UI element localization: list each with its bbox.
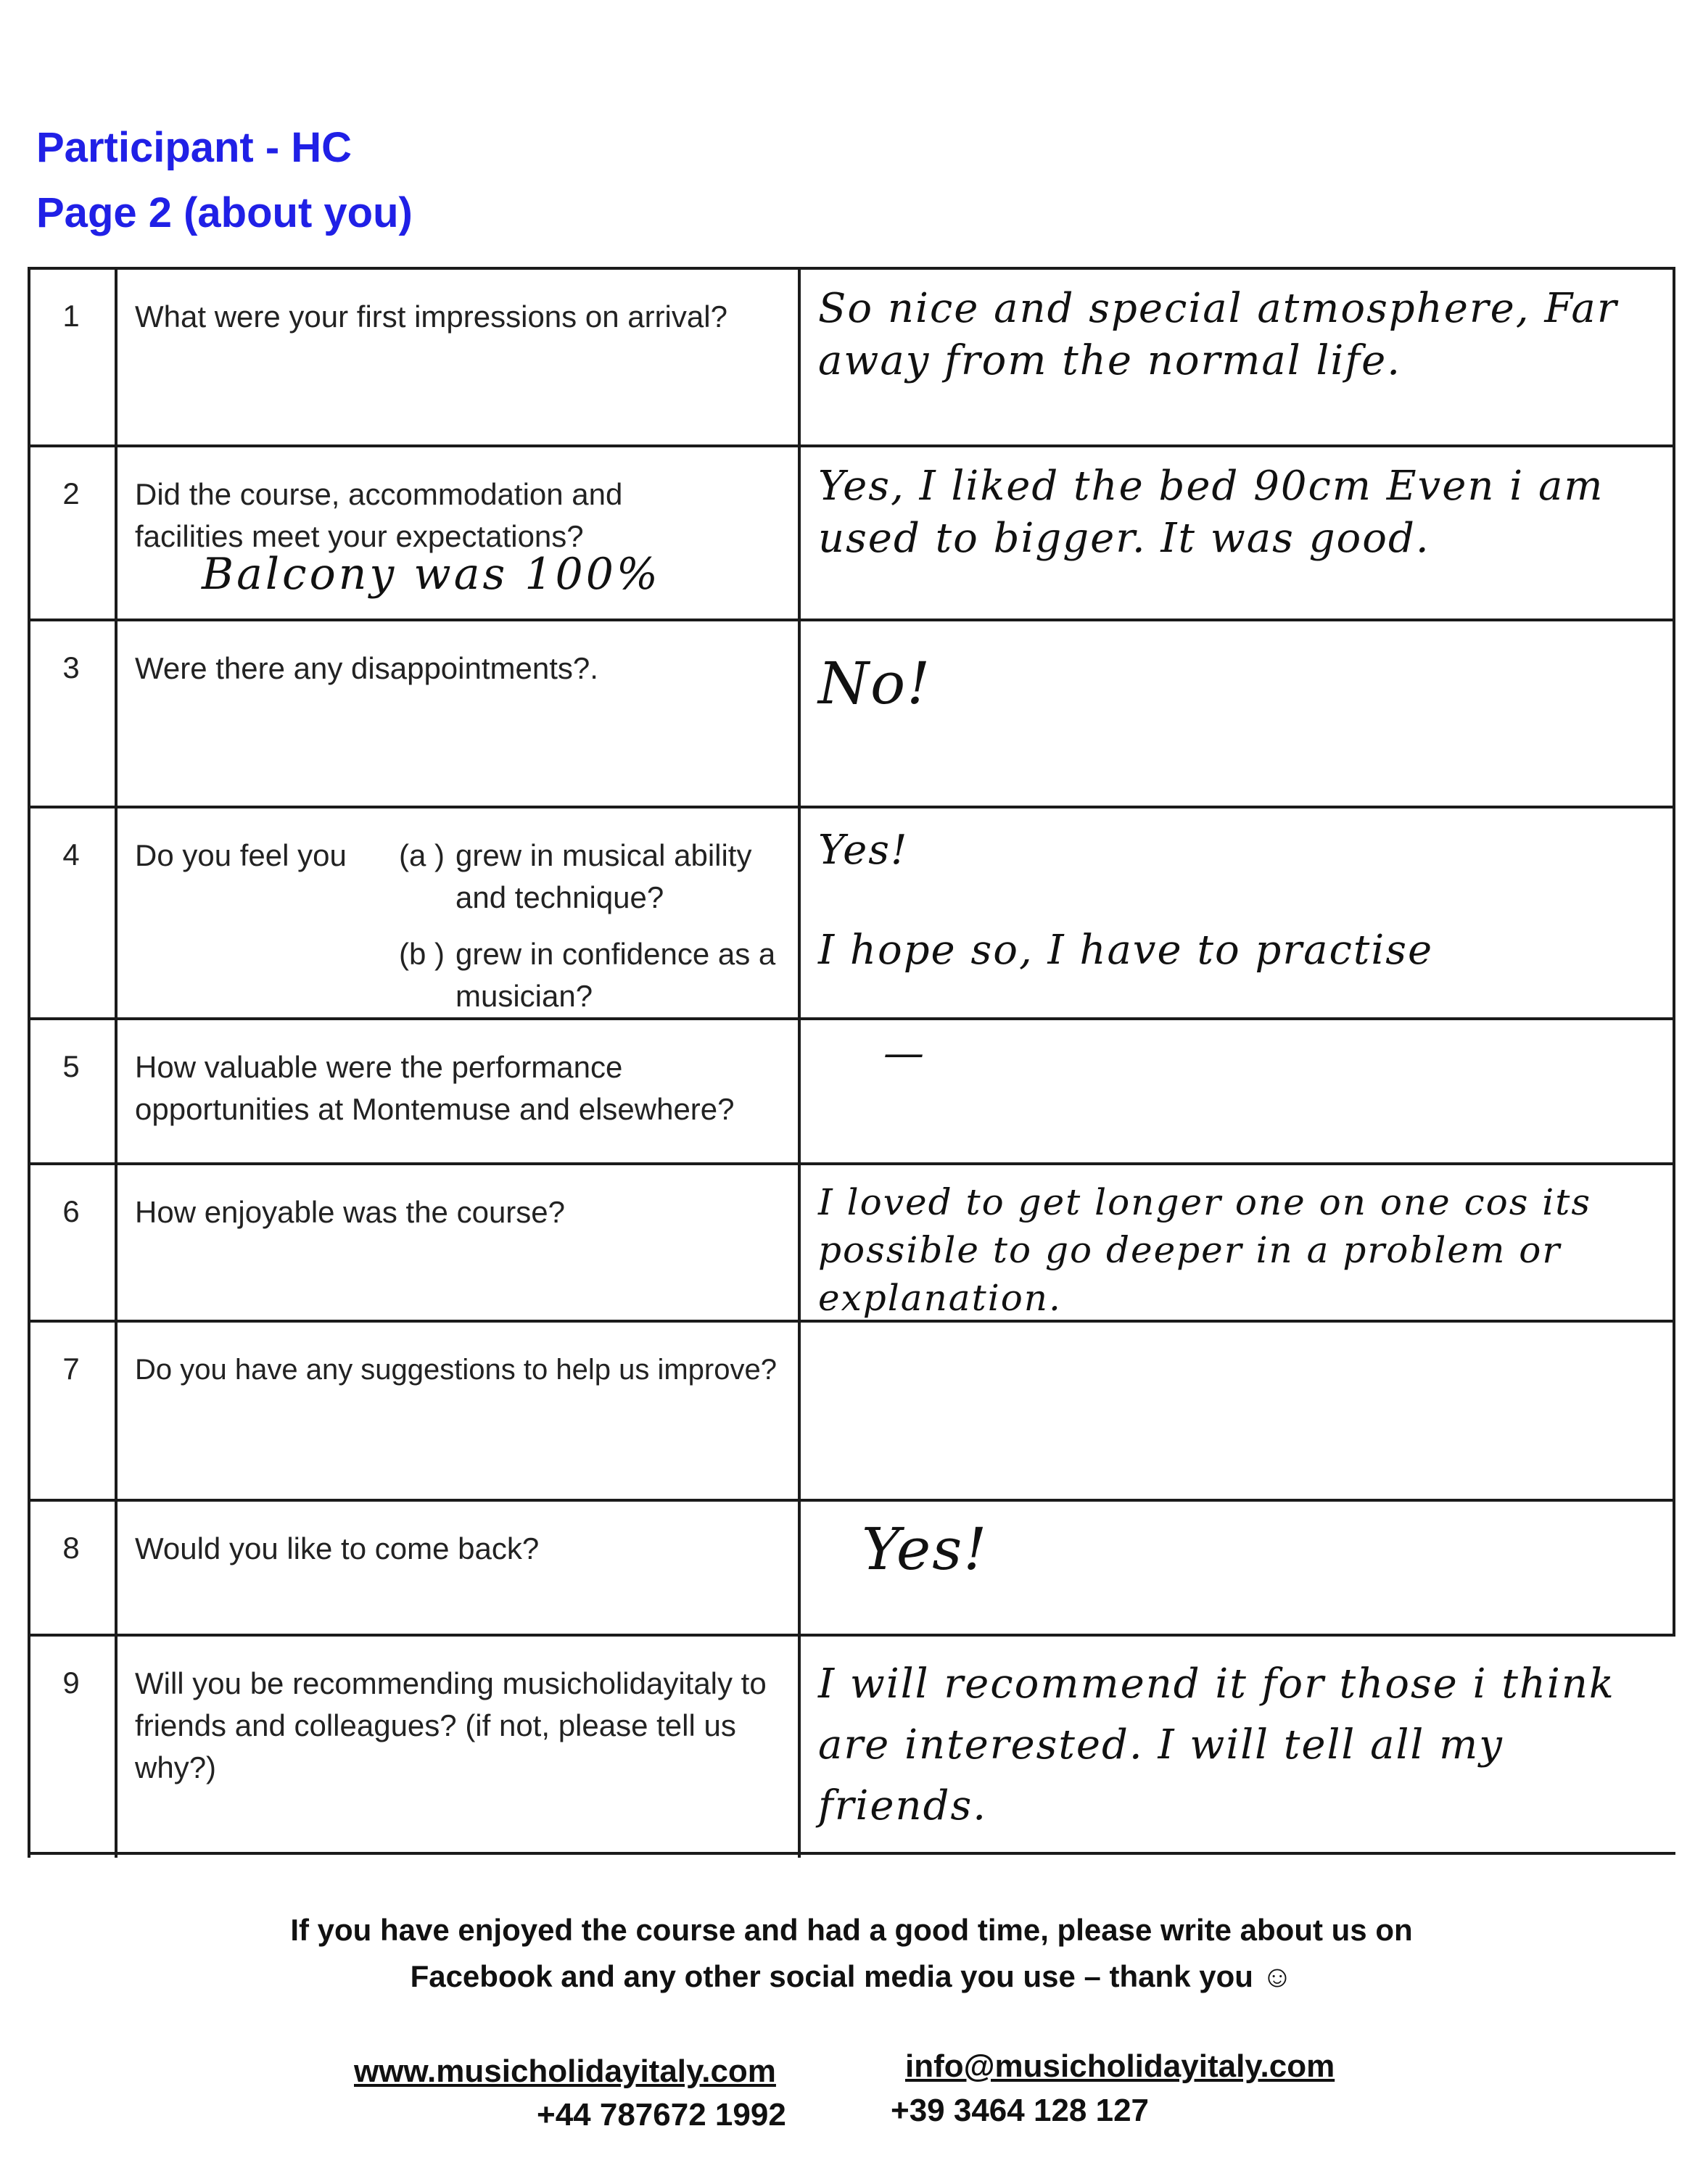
row-number: 6 — [62, 1194, 80, 1228]
question-text: Would you like to come back? — [135, 1531, 540, 1565]
handwritten-answer: No! — [818, 650, 932, 717]
handwritten-answer: I loved to get longer one on one cos its possible to go deeper in a problem or explanation. — [818, 1181, 1592, 1319]
table-row — [28, 1634, 1675, 1855]
question-text: Will you be recommending musicholidayitaly to friends and colleagues? (if not, please tell us why?) — [135, 1666, 767, 1784]
page-subtitle: Page 2 (about you) — [36, 189, 413, 236]
sub-question-a-text: grew in musical ability and technique? — [455, 838, 752, 914]
question-text: Do you have any suggestions to help us improve? — [135, 1354, 777, 1386]
table-row — [28, 1499, 1675, 1634]
table-row — [28, 1162, 1675, 1320]
email-link[interactable]: info@musicholidayitaly.com — [905, 2048, 1335, 2084]
handwritten-answer: Yes, I liked the bed 90cm Even i am used to bigger. It was good. — [818, 463, 1604, 562]
question-text: What were your first impressions on arrival? — [135, 299, 727, 334]
table-row — [28, 444, 1675, 619]
question-text: How enjoyable was the course? — [135, 1195, 566, 1229]
page-title: Participant - HC — [36, 124, 352, 171]
question-text: Did the course, accommodation and facilities meet your expectations? — [135, 477, 623, 553]
footer-message — [0, 1907, 1703, 2000]
sub-question-b-label: (b ) — [399, 937, 445, 971]
handwritten-answer-b: I hope so, I have to practise — [818, 927, 1434, 974]
phone-italy: +39 3464 128 127 — [891, 2093, 1150, 2128]
footer-message-line-1: If you have enjoyed the course and had a good time, please write about us on — [290, 1913, 1413, 1947]
table-row — [28, 806, 1675, 1017]
handwritten-answer: I will recommend it for those i think are interested. I will tell all my friends. — [818, 1660, 1615, 1829]
table-row — [28, 1017, 1675, 1162]
phone-uk: +44 787672 1992 — [537, 2097, 786, 2133]
sub-question-b-text: grew in confidence as a musician? — [455, 937, 776, 1013]
table-row — [28, 619, 1675, 806]
table-row — [28, 1320, 1675, 1499]
row-number: 7 — [62, 1352, 80, 1386]
sub-question-a-label: (a ) — [399, 838, 445, 872]
handwritten-answer-a: Yes! — [818, 827, 909, 874]
handwritten-answer: So nice and special atmosphere, Far away from the normal life. — [818, 285, 1618, 384]
handwritten-answer: — — [883, 1030, 925, 1077]
table-row — [28, 267, 1675, 444]
question-text: Do you feel you — [135, 838, 347, 872]
question-text: How valuable were the performance opportunities at Montemuse and elsewhere? — [135, 1050, 735, 1126]
question-text: Were there any disappointments?. — [135, 651, 598, 685]
row-number: 8 — [62, 1531, 80, 1565]
row-number: 4 — [62, 837, 80, 872]
row-number: 2 — [62, 476, 80, 510]
handwritten-answer: Yes! — [862, 1515, 989, 1583]
footer-message-line-2: Facebook and any other social media you use – thank you ☺ — [410, 1959, 1293, 1993]
row-number: 9 — [62, 1666, 80, 1700]
handwritten-note: Balcony was 100% — [202, 549, 661, 600]
row-number: 5 — [62, 1049, 80, 1083]
row-number: 3 — [62, 650, 80, 684]
row-number: 1 — [62, 299, 80, 333]
website-link[interactable]: www.musicholidayitaly.com — [354, 2053, 776, 2089]
